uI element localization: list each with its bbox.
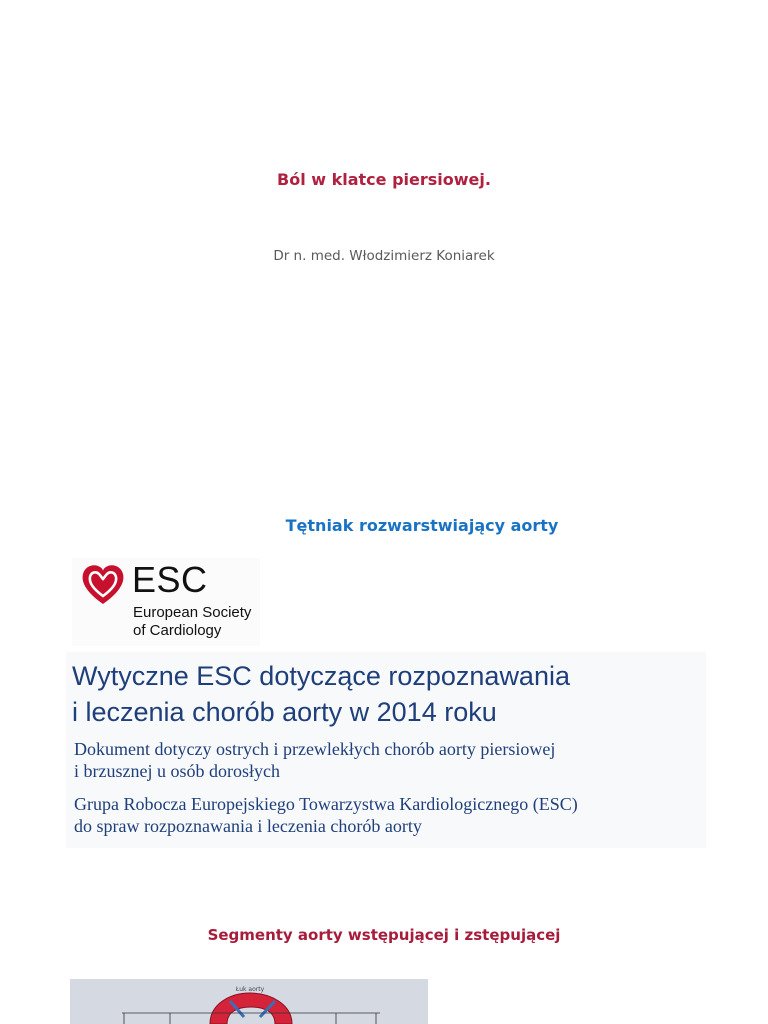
guidelines-heading-line1: Wytyczne ESC dotyczące rozpoznawania	[72, 661, 570, 691]
guidelines-subtitle-line1: Dokument dotyczy ostrych i przewlekłych chorób aorty piersiowej	[74, 739, 556, 759]
esc-wordmark: ESC	[132, 559, 208, 600]
aorta-segments-diagram	[70, 979, 428, 1024]
esc-name-line2: of Cardiology	[133, 622, 222, 639]
guidelines-title-block	[66, 652, 706, 848]
section-heading-aneurysm: Tętniak rozwarstwiający aorty	[285, 516, 559, 535]
guidelines-subtitle-line3: Grupa Robocza Europejskiego Towarzystwa Kardiologicznego (ESC)	[74, 794, 578, 814]
heart-logo-icon	[80, 562, 126, 608]
arch-label: Łuk aorty	[235, 986, 265, 993]
guidelines-subtitle-line2: i brzusznej u osób dorosłych	[74, 761, 280, 781]
section-heading-segments: Segmenty aorty wstępującej i zstępującej	[207, 926, 561, 944]
esc-name-line1: European Society	[133, 604, 252, 621]
guidelines-heading-line2: i leczenia chorób aorty w 2014 roku	[72, 697, 497, 727]
aorta-diagram-graphic	[70, 979, 428, 1024]
guidelines-subtitle-line4: do spraw rozpoznawania i leczenia chorób aorty	[74, 816, 422, 836]
author-name: Dr n. med. Włodzimierz Koniarek	[273, 248, 495, 264]
document-title: Ból w klatce piersiowej.	[277, 170, 491, 189]
esc-logo	[72, 558, 260, 646]
